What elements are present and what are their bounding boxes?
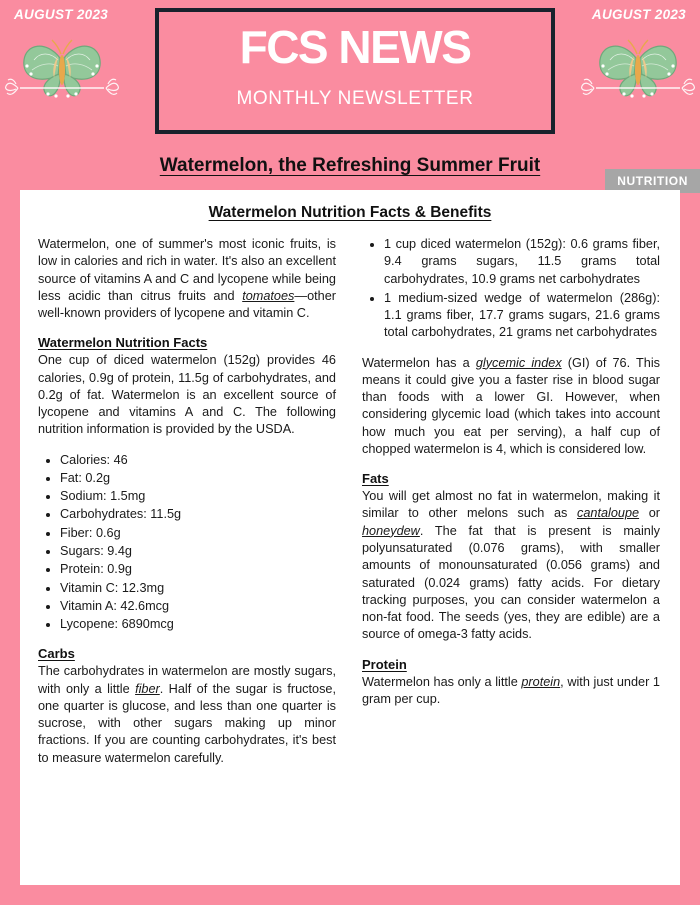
- list-item: • Calories: 46: [60, 452, 336, 469]
- list-item: • Protein: 0.9g: [60, 561, 336, 578]
- list-item: • Lycopene: 6890mcg: [60, 616, 336, 633]
- list-item: • 1 medium-sized wedge of watermelon (286g): 1.1 grams fiber, 17.7 grams sugars, 21.6 grams total carbohydrates, 21 grams net carbohydrates: [384, 290, 660, 342]
- glycemic-index-link[interactable]: glycemic index: [475, 355, 562, 370]
- butterfly-icon: [24, 40, 100, 98]
- protein-paragraph: [362, 674, 660, 709]
- card-title: Watermelon Nutrition Facts & Benefits: [208, 204, 492, 221]
- tomatoes-link[interactable]: tomatoes: [242, 288, 295, 303]
- gi-text-1: Watermelon has a: [362, 355, 476, 370]
- glycemic-index-paragraph: [362, 355, 660, 459]
- butterfly-icon-left: [2, 26, 122, 106]
- list-item: • Sodium: 1.5mg: [60, 488, 336, 505]
- protein-text-2: , with just under 1 gram per cup.: [362, 674, 660, 706]
- fiber-link[interactable]: fiber: [135, 681, 160, 696]
- date-label-right: AUGUST 2023: [591, 7, 686, 22]
- list-item: • Vitamin A: 42.6mcg: [60, 598, 336, 615]
- newsletter-header: [0, 0, 700, 148]
- carbs-text-1: The carbohydrates in watermelon are mostly sugars, with only a little: [38, 664, 336, 696]
- list-item: • Fiber: 0.6g: [60, 525, 336, 542]
- intro-paragraph: [38, 236, 336, 322]
- protein-link[interactable]: protein: [521, 674, 561, 689]
- carbs-text-2: . Half of the sugar is fructose, one quarter is glucose, and less than one quarter is sucrose, with other sugars making up minor fractions. If you are counting carbohydrates, it's best to measure watermelon carefully.: [38, 681, 337, 765]
- masthead-title: FCS NEWS: [239, 21, 471, 73]
- list-item: • Vitamin C: 12.3mg: [60, 580, 336, 597]
- gi-text-2: (GI) of 76. This means it could give you a faster rise in blood sugar than foods with a lower GI. However, when considering glycemic load (which takes into account how much you eat per serving), a half cup of chopped watermelon is 4, which is considered low.: [362, 355, 661, 456]
- list-item: • Fat: 0.2g: [60, 470, 336, 487]
- list-item: • Carbohydrates: 11.5g: [60, 506, 336, 523]
- right-column: [362, 236, 660, 780]
- fats-heading: Fats: [362, 471, 389, 487]
- butterfly-icon: [600, 40, 676, 98]
- fats-text-1: You will get almost no fat in watermelon, making it similar to other melons such as: [362, 489, 660, 521]
- masthead-subtitle: MONTHLY NEWSLETTER: [236, 88, 474, 109]
- butterfly-icon-right: [578, 26, 698, 106]
- fats-text-2: . The fat that is present is mainly polyunsaturated (0.076 grams), with smaller amounts of monounsaturated (0.056 grams) and saturated (0.024 grams) fatty acids. For dietary tracking purposes, you can consider watermelon a non-fat food. The seeds (yes, they are edible) are a source of omega-3 fatty acids.: [362, 523, 660, 642]
- date-label-left: AUGUST 2023: [14, 7, 109, 22]
- serving-sizes-list: [362, 236, 660, 342]
- carbs-heading: Carbs: [38, 646, 75, 662]
- carbs-paragraph: [38, 663, 336, 767]
- protein-heading: Protein: [362, 656, 407, 672]
- intro-text-1: Watermelon, one of summer's most iconic fruits, is low in calories and rich in water. It's also an excellent source of vitamins A and C and lycopene while being less acidic than citrus fruits and: [38, 237, 336, 303]
- two-column-body: [38, 236, 662, 780]
- fats-paragraph: [362, 488, 660, 643]
- page-title: Watermelon, the Refreshing Summer Fruit: [159, 155, 541, 176]
- left-column: [38, 236, 336, 780]
- cantaloupe-link[interactable]: cantaloupe: [577, 506, 640, 521]
- honeydew-link[interactable]: honeydew: [362, 523, 420, 538]
- nutrition-facts-list: [38, 452, 336, 634]
- masthead-box: [155, 8, 555, 134]
- list-item: • 1 cup diced watermelon (152g): 0.6 grams fiber, 9.4 grams sugars, 11.5 grams total carbohydrates, 10.9 grams net carbohydrates: [384, 236, 660, 288]
- nutrition-facts-paragraph: One cup of diced watermelon (152g) provides 46 calories, 0.9g of protein, 11.5g of carbohydrates, and 0.2g of fat. Watermelon is an excellent source of lycopene and vitamins A and C. The following nutrition information is provided by the USDA.: [38, 353, 336, 437]
- list-item: • Sugars: 9.4g: [60, 543, 336, 560]
- protein-text-1: Watermelon has only a little: [362, 674, 522, 689]
- intro-text-2: —other well-known providers of lycopene and vitamin C.: [38, 288, 336, 321]
- status-badge: NUTRITION: [605, 169, 700, 193]
- nutrition-facts-heading: Watermelon Nutrition Facts: [38, 335, 208, 351]
- fats-text-mid: or: [639, 506, 660, 521]
- article-card: [20, 190, 680, 885]
